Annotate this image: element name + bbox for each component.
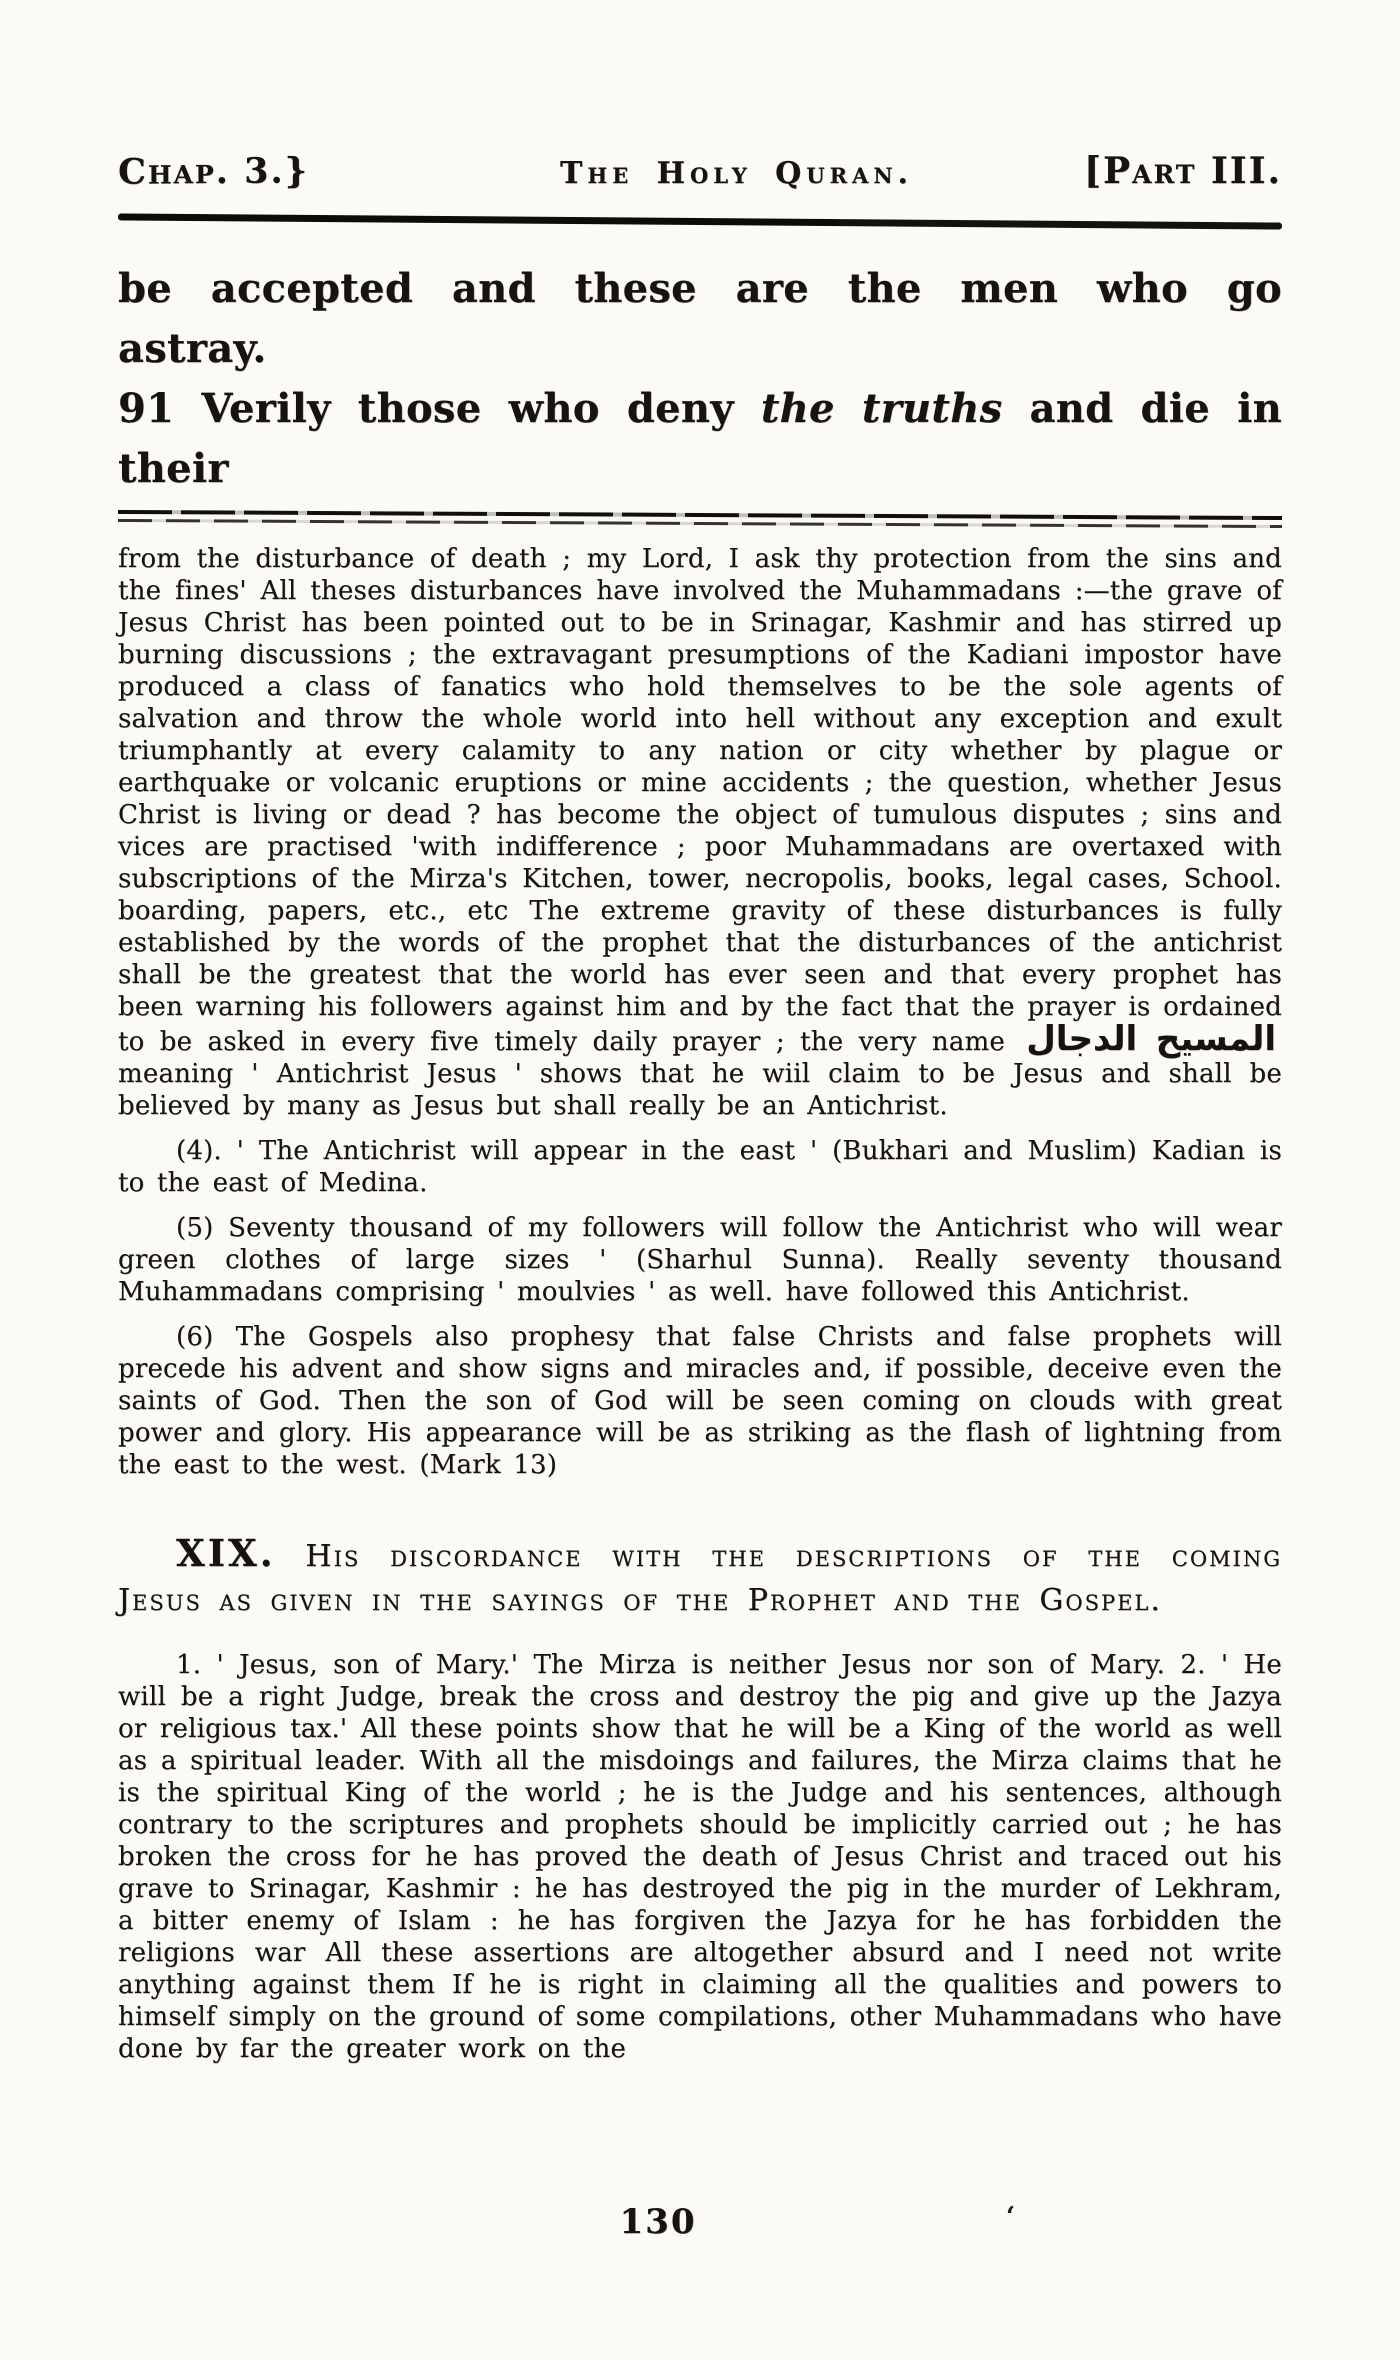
ink-speck: ‘ (1006, 2202, 1016, 2232)
header-rule (118, 213, 1282, 229)
verse-separator-rule (118, 510, 1282, 528)
quran-verse-text (118, 259, 1282, 499)
section-heading-xix (118, 1531, 1282, 1623)
verse-line-2 (118, 379, 1282, 499)
commentary-section (118, 543, 1282, 1481)
verse-line-1: be accepted and these are the men who go astray. (118, 265, 1282, 372)
commentary-paragraph-6: (6) The Gospels also prophesy that false Christs and false prophets will precede his advent and show signs and miracles and, if possible, deceive even the saints of God. Then the son of God will be seen coming on clouds with great power and glory. His appearance will be as striking as the flash of lightning from the east to the west. (Mark 13) (118, 1322, 1282, 1480)
commentary-text-after-arabic: meaning ' Antichrist Jesus ' shows that he wiil claim to be Jesus and shall be believed by many as Jesus but shall really be an Antichrist. (118, 1059, 1282, 1121)
commentary-paragraph-continued (118, 543, 1282, 1122)
commentary-text-before-arabic: from the disturbance of death ; my Lord, I ask thy protection from the sins and the fines' All theses disturbances have involved the Muhammadans :—the grave of Jesus Christ has been pointed out to be in Srinagar, Kashmir and has stirred up burning discussions ; the extravagant presumptions of the Kadiani impostor have produced a class of fanatics who hold themselves to be the sole agents of salvation and throw the whole world into hell without any exception and exult triumphantly at every calamity to any nation or city whether by plague or earthquake or volcanic eruptions or mine accidents ; the question, whether Jesus Christ is living or dead ? has become the object of tumulous disputes ; sins and vices are practised 'with indifference ; poor Muhammadans are overtaxed with subscriptions of the Mirza's Kitchen, tower, necropolis, books, legal cases, School. boarding, papers, etc., etc The extreme gravity of these disturbances is fully established by the words of the prophet that the disturbances of the antichrist shall be the greatest that the world has ever seen and that every prophet has been warning his followers against him and by the fact that the prayer is ordained to be asked in every five timely daily prayer ; the very name (118, 544, 1282, 1057)
section-heading-title: His discordance with the descriptions of the coming Jesus as given in the sayings of the Prophet and the Gospel. (118, 1539, 1282, 1618)
page-number: 130 (619, 2202, 697, 2242)
separator-rule-top (118, 510, 1282, 520)
section-heading-numeral: XIX. (176, 1531, 276, 1575)
part-label: [Part III. (1083, 150, 1282, 192)
arabic-phrase: المسيح الدجال (1026, 1019, 1276, 1059)
commentary-paragraph-5: (5) Seventy thousand of my followers will follow the Antichrist who will wear green clothes of large sizes ' (Sharhul Sunna). Really seventy thousand Muhammadans comprising ' moulvies ' as well. have followed this Antichrist. (118, 1213, 1282, 1307)
verse-line-2-prefix: 91 Verily those who deny (118, 385, 761, 432)
body-paragraph-1: 1. ' Jesus, son of Mary.' The Mirza is neither Jesus nor son of Mary. 2. ' He will be a right Judge, break the cross and destroy the pig and give up the Jazya or religious tax.' All these points show that he will be a King of the world as well as a spiritual leader. With all the misdoings and failures, the Mirza claims that he is the spiritual King of the world ; he is the Judge and his sentences, although contrary to the scriptures and prophets should be implicitly carried out ; he has broken the cross for he has proved the death of Jesus Christ and traced out his grave to Srinagar, Kashmir : he has destroyed the pig in the murder of Lekhram, a bitter enemy of Islam : he has forgiven the Jazya for he has forbidden the religions war All these assertions are altogether absurd and I need not write anything against them If he is right in claiming all the qualities and powers to himself simply on the ground of some compilations, other Muhammadans who have done by far the greater work on the (118, 1650, 1282, 2064)
chapter-label: Chap. 3.} (117, 150, 310, 193)
verse-line-2-suffix: and die in their (118, 385, 1282, 492)
book-title: The Holy Quran. (560, 156, 913, 191)
verse-line-2-italic: the truths (760, 385, 1003, 432)
running-head (118, 0, 1282, 192)
body-section (118, 1649, 1282, 2065)
separator-rule-bottom (118, 519, 1282, 528)
commentary-paragraph-4: (4). ' The Antichrist will appear in the east ' (Bukhari and Muslim) Kadian is to the east of Medina. (118, 1136, 1282, 1198)
